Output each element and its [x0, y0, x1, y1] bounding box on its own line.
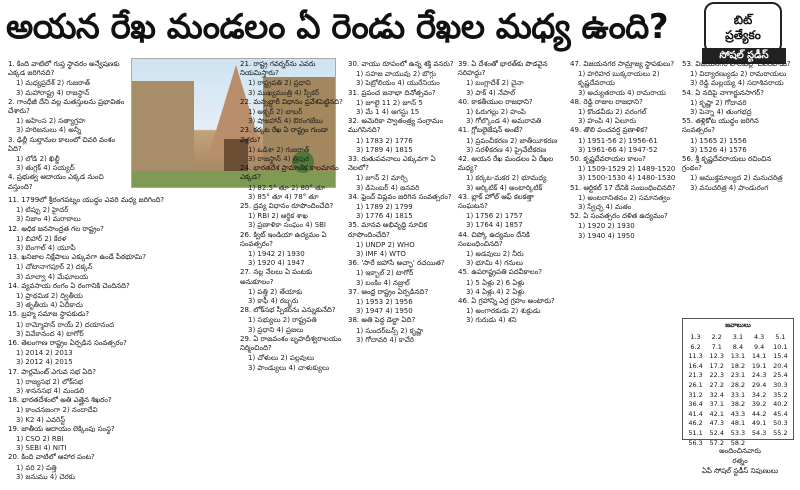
- answer-cell: 20.4: [773, 361, 788, 370]
- question-options: 3) 1500-1530 4) 1480-1530: [578, 174, 676, 183]
- question-options: 1) 1953 2) 1956: [356, 298, 413, 307]
- question-options: 3) 2012 4) 2015: [16, 358, 73, 367]
- question-options: 1) బంగ్లాదేశ్ 2) చైనా: [466, 79, 524, 88]
- badge-line2: ప్రత్యేకం: [725, 28, 761, 42]
- question-options: 3) మహారాష్ట్ర 4) రాజస్థాన్: [16, 88, 90, 97]
- answer-cell: 55.2: [773, 428, 788, 437]
- question-column: [348, 60, 454, 488]
- answer-key-table: [685, 333, 791, 448]
- question-options: 3) గోదావరి 4) కావేరి: [356, 335, 415, 344]
- question-options: 3) బంకిం 4) నజ్రుల్: [356, 278, 410, 287]
- answer-cell: 13.1: [730, 352, 746, 361]
- question-text: 2. గాంధీజీ దేని వల్ల మతస్తులను ప్రభావితం చేశారు?: [8, 97, 125, 116]
- question-text: 36. 'సారే జహాసే అచ్ఛా' రచయిత?: [348, 259, 445, 268]
- question-text: 17. పార్లమెంట్ ఎగువ సభ ఏది?: [8, 367, 97, 376]
- answer-cell: 46.2: [688, 419, 703, 428]
- answer-cell: 6.2: [690, 342, 701, 351]
- question-options: 3) 1764 4) 1857: [466, 221, 523, 230]
- question-text: 30. వాయు రూపంలో ఉన్న శక్తి వనరు?: [348, 60, 454, 68]
- question-options: 3) బెంగాల్ 4) యూపీ: [16, 244, 76, 253]
- question-column: [458, 60, 566, 488]
- question-text: 54. ఏ నదిపై నాగార్జునసాగర్?: [682, 88, 764, 97]
- question-text: 4. ప్రభుత్వ ఆదాయం ఎక్కడ నుంచి వస్తుంది?: [8, 173, 104, 191]
- answer-cell: 1.3: [690, 333, 701, 341]
- badge-line1: బిట్: [733, 13, 753, 27]
- question-options: 1) కృష్ణా 2) గోదావరి: [690, 98, 747, 107]
- answer-cell: 7.1: [711, 342, 722, 351]
- question-text: 38. అతి పెద్ద డెల్టా ఏది?: [348, 316, 416, 325]
- question-options: 1) అంగారకుడు 2) శుక్రుడు: [466, 307, 541, 316]
- answer-row: [685, 333, 791, 343]
- author-line2: రత్నం: [732, 457, 748, 465]
- answer-cell: 22.3: [709, 371, 725, 380]
- answer-cell: 37.1: [709, 400, 725, 409]
- question-options: 1) కాంచనజంగా 2) నందాదేవి: [16, 406, 98, 415]
- question-options: 3) పెట్రోలియం 4) యురేనియం: [356, 79, 440, 88]
- question-options: 1) చోళులు 2) పల్లవులు: [248, 354, 315, 363]
- question-options: 1) సభ్యులు 2) రాష్ట్రపతి: [248, 316, 317, 325]
- question-options: 3) 1920 4) 1947: [248, 259, 305, 268]
- question-text: 55. తళ్లికోట యుద్ధం జరిగిన సంవత్సరం?: [682, 117, 759, 135]
- author-line1: అందించినవారు: [719, 447, 761, 455]
- question-options: 1) 1509-1529 2) 1489-1520: [578, 165, 676, 174]
- question-text: 22. మన్సబ్దారీ విధానం ప్రవేశపెట్టినది?: [240, 97, 343, 106]
- answer-cell: 58.2: [730, 438, 746, 447]
- question-text: 50. కృష్ణదేవరాయల కాలం?: [570, 155, 646, 164]
- question-options: 1) 82.5° తూ 2) 80° తూ: [248, 183, 326, 192]
- question-options: 3) వసుచరిత్ర 4) పాండురంగ: [690, 183, 769, 192]
- question-text: 33. రుతుపవనాలు ఎక్కువగా ఏ నెలలో?: [348, 155, 436, 173]
- question-options: 1) కర్కట-మకర 2) భూమధ్య: [466, 174, 547, 183]
- question-text: 1. కింది వాటిలో గుప్త స్థావరం అన్వేషణకు ఎక్కడ జరిగినది?: [8, 60, 120, 78]
- answer-cell: 31.2: [688, 390, 703, 399]
- question-column: [682, 60, 792, 314]
- question-options: 1) అక్బర్ 2) బాబర్: [248, 108, 303, 117]
- question-text: 26. క్విట్ ఇండియా ఉద్యమం ఏ సంవత్సరం?: [240, 230, 327, 248]
- question-options: 3) 1776 4) 1815: [356, 212, 413, 221]
- headline: అయన రేఖ మండలం ఏ రెండు రేఖల మధ్య ఉంది?: [6, 7, 669, 47]
- question-options: 3) కాఫీ 4) రబ్బరు: [248, 297, 299, 306]
- question-options: 1) హరిహర బుక్కరాయలు 2) కృష్ణదేవరాయ: [578, 70, 660, 88]
- answer-cell: 30.3: [773, 380, 788, 389]
- question-options: 3) సరళీకరణ 4) ప్రైవేటీకరణ: [466, 145, 547, 154]
- answer-key-box: [682, 318, 794, 447]
- question-text: 31. ప్రపంచ జనాభా దినోత్సవం?: [348, 88, 436, 97]
- answer-row: [685, 371, 791, 381]
- question-text: 37. ఆంధ్ర రాష్ట్రం ఏర్పడినది?: [348, 287, 429, 296]
- question-options: 1) ఓరుగల్లు 2) హంపి: [466, 108, 526, 117]
- answer-cell: 45.4: [773, 409, 788, 418]
- answer-row: [685, 419, 791, 429]
- answer-cell: 10.1: [773, 342, 788, 351]
- question-options: 1) 1951-56 2) 1956-61: [578, 136, 658, 145]
- question-options: 1) ప్రపంచీకరణ 2) జాతీయీకరణ: [466, 136, 558, 145]
- question-text: 14. వ్యవసాయ రంగం ఏ రంగానికి చెందినది?: [8, 281, 130, 290]
- answer-cell: 25.4: [773, 371, 788, 380]
- question-text: 24. భారతదేశ ప్రామాణిక కాలమానం ఎక్కడ?: [240, 164, 339, 182]
- question-text: 11. 1799లో శ్రీరంగపట్నం యుద్ధం ఎవరి మధ్య జరిగింది?: [8, 196, 165, 204]
- answer-cell: 15.4: [773, 352, 788, 361]
- answer-cell: 5.1: [775, 333, 786, 341]
- answer-cell: 50.3: [773, 419, 788, 428]
- answer-cell: 51.1: [688, 428, 703, 437]
- answer-cell: 42.1: [709, 409, 725, 418]
- question-text: 28. లోక్‌సభ స్పీకర్‌ను ఎన్నుకునేది?: [240, 306, 336, 315]
- answer-cell: 9.4: [753, 342, 765, 351]
- question-text: 35. మానవ అభివృద్ధి సూచిక రూపొందించేది?: [348, 221, 428, 239]
- answer-cell: 49.1: [751, 419, 767, 428]
- question-options: 3) తుగ్లక్ 4) సయ్యద్: [16, 164, 75, 173]
- question-options: 1) సుందర్‌బన్స్ 2) కృష్ణా: [356, 326, 424, 335]
- answer-cell: 16.4: [688, 361, 703, 370]
- section-badge: [690, 2, 796, 66]
- answer-cell: 28.2: [730, 380, 746, 389]
- answer-row: [685, 410, 791, 420]
- answer-cell: 40.2: [773, 400, 788, 409]
- question-text: 12. అధిక జనసాంద్రత గల రాష్ట్రం?: [8, 224, 104, 233]
- answer-row: [685, 429, 791, 439]
- question-options: 3) పెన్నా 4) తుంగభద్ర: [690, 108, 752, 117]
- question-text: 16. తెలంగాణ రాష్ట్రం ఏర్పడిన సంవత్సరం?: [8, 339, 127, 348]
- question-options: 3) ప్రధాని 4) ప్రజలు: [248, 325, 304, 334]
- question-options: 3) జనుము 4) చెరకు: [16, 472, 75, 481]
- answer-cell: 11.3: [688, 352, 703, 361]
- question-options: 3) 1526 4) 1576: [690, 145, 747, 154]
- question-options: 1) టిప్పు 2) హైదర్: [16, 206, 69, 215]
- question-options: 1) అంటరానితనం 2) సమానత్వం: [578, 193, 671, 202]
- question-options: 3) హరిజనులు 4) అన్నీ: [16, 126, 82, 135]
- question-options: 3) 1940 4) 1950: [578, 231, 635, 240]
- question-options: 1) 1942 2) 1930: [248, 250, 305, 259]
- question-options: 1) 1783 2) 1776: [356, 136, 413, 145]
- answer-cell: 4.3: [753, 333, 765, 341]
- question-options: 3) డిసెంబర్ 4) జనవరి: [356, 183, 420, 192]
- answer-row: [685, 352, 791, 362]
- question-text: 32. అమెరికా స్వాతంత్ర్య సంగ్రామం ముగిసినది?: [348, 117, 443, 135]
- question-text: 21. రాష్ట్ర గవర్నర్‌ను ఎవరు నియమిస్తారు?: [240, 60, 316, 78]
- question-options: 1) రాష్ట్రపతి 2) ప్రధాని: [248, 79, 311, 88]
- question-options: 3) 1789 4) 1815: [356, 145, 413, 154]
- question-options: 3) 1947 4) 1950: [356, 307, 413, 316]
- answer-cell: 36.4: [688, 400, 703, 409]
- answer-row: [685, 362, 791, 372]
- question-options: 1) రామ్మోహన్ రాయ్ 2) దయానంద: [16, 320, 115, 329]
- answer-cell: 54.3: [751, 428, 767, 437]
- question-options: 3) 1961-66 4) 1947-52: [578, 145, 658, 154]
- question-text: 43. బ్లాక్ హోల్ ఆఫ్ కలకత్తా సంఘటన?: [458, 192, 534, 211]
- question-text: 23. కర్కట రేఖ ఏ రాష్ట్రం గుండా వెళ్లదు?: [240, 126, 329, 144]
- question-options: 1) 1789 2) 1799: [356, 203, 413, 212]
- question-options: 3) హంపి 4) ఏలూరు: [578, 117, 636, 126]
- question-options: 3) మాల్వా 4) మేఘాలయ: [16, 272, 89, 281]
- answer-cell: 43.3: [730, 409, 746, 418]
- question-options: 3) షాజహాన్ 4) ఔరంగజేబు: [248, 117, 323, 126]
- answer-cell: 57.2: [709, 438, 725, 447]
- question-options: 3) శాసనసభ 4) మండలి: [16, 387, 85, 396]
- question-column: [570, 60, 678, 488]
- question-options: 1) ప్రాథమిక 2) ద్వితీయ: [16, 292, 83, 301]
- question-text: 42. అయన రేఖ మండలం ఏ రేఖల మధ్య?: [458, 155, 554, 173]
- question-text: 48. రెడ్డి రాజుల రాజధాని?: [570, 97, 643, 106]
- answer-cell: 26.1: [688, 380, 703, 389]
- answer-row: [685, 400, 791, 410]
- question-options: 3) భూమి 4) గనులు: [466, 259, 523, 268]
- answer-cell: 24.3: [751, 371, 767, 380]
- question-text: 41. గ్లోబలైజేషన్ అంటే?: [458, 126, 523, 135]
- question-options: 1) అడవులు 2) నీరు: [466, 250, 524, 259]
- answer-cell: 27.2: [709, 380, 725, 389]
- question-options: 1) RBI 2) ఆర్థిక శాఖ: [248, 212, 308, 221]
- question-column: [240, 60, 344, 488]
- answer-cell: 32.4: [709, 390, 725, 399]
- answer-cell: 19.1: [751, 361, 767, 370]
- question-options: 3) ప్రణాళికా సంఘం 4) SBI: [248, 221, 327, 230]
- answer-cell: 3.1: [732, 333, 744, 341]
- badge-box: [704, 2, 782, 54]
- answer-cell: 23.1: [730, 371, 746, 380]
- question-options: 1) సహజ వాయువు 2) బొగ్గు: [356, 70, 436, 79]
- answer-cell: 33.1: [730, 390, 746, 399]
- question-options: 3) అచ్యుతరాయ 4) రామరాయ: [578, 88, 666, 97]
- question-options: 1) ఇక్బాల్ 2) టాగోర్: [356, 269, 414, 278]
- question-options: 3) నిజాం 4) మరాఠాలు: [16, 215, 81, 224]
- question-options: 3) వివేకానంద 4) టాగోర్: [16, 329, 84, 338]
- question-options: 1) CSO 2) RBI: [16, 435, 64, 444]
- answer-cell: 56.3: [688, 438, 703, 447]
- question-text: 46. ఏ గ్రహాన్ని ఎర్ర గ్రహం అంటారు?: [458, 297, 555, 306]
- question-text: 25. ద్రవ్య విధానం రూపొందించేది?: [240, 202, 334, 211]
- question-options: 1) జూన్ 2) మార్చి: [356, 174, 408, 183]
- question-text: 53. విజయనగర పాలకుల్లో చివరివాడు?: [682, 60, 791, 68]
- question-options: 1) కొండవీడు 2) వరంగల్: [578, 108, 647, 117]
- question-options: 1) 1565 2) 1556: [690, 136, 747, 145]
- question-options: 1) ఆముక్తమాల్యద 2) మనుచరిత్ర: [690, 174, 783, 183]
- answer-cell: 18.2: [730, 361, 746, 370]
- answer-cell: 39.2: [751, 400, 767, 409]
- question-options: 3) IMF 4) WTO: [356, 250, 406, 259]
- question-options: 3) పాక్ 4) నేపాల్: [466, 88, 516, 97]
- question-text: 52. ఏ సంవత్సరం దళిత ఉద్యమం?: [570, 212, 668, 221]
- question-text: 3. ఢిల్లీ సుల్తానుల కాలంలో చివరి వంశం ఏది?: [8, 135, 116, 153]
- question-options: 1) చోటానాగపూర్ 2) దక్కన్: [16, 263, 93, 272]
- question-options: 1) పత్తి 2) తేయాకు: [248, 287, 303, 296]
- question-options: 1) వరి 2) పత్తి: [16, 463, 57, 472]
- answer-cell: 44.2: [751, 409, 767, 418]
- question-options: [8, 193, 128, 194]
- answer-cell: 29.4: [751, 380, 767, 389]
- question-options: 3) ఆర్కిటిక్ 4) అంటార్కిటిక్: [466, 183, 543, 192]
- question-options: 1) మధ్యప్రదేశ్ 2) గుజరాత్: [16, 79, 90, 88]
- question-text: 20. కింది వాటిలో ఆహార పంట?: [8, 453, 95, 462]
- answer-cell: 34.2: [751, 390, 767, 399]
- question-options: 1) లోడి 2) ఖిల్జీ: [16, 155, 60, 164]
- answer-row: [685, 381, 791, 391]
- question-options: 1) జూలై 11 2) జూన్ 5: [356, 98, 423, 107]
- question-text: 13. ఖనిజాల నిక్షేపాలు ఎక్కువగా ఉండే పీఠభూమి?: [8, 253, 146, 262]
- question-options: 1) UNDP 2) WHO: [356, 240, 415, 249]
- answer-cell: 47.3: [709, 419, 725, 428]
- question-options: 3) SEBI 4) NITI: [16, 444, 67, 453]
- question-text: 15. బ్రహ్మ సమాజ స్థాపకుడు?: [8, 310, 90, 319]
- answer-cell: 53.3: [730, 428, 746, 437]
- question-options: 3) పాండ్యులు 4) చాళుక్యులు: [248, 363, 330, 372]
- question-column: [8, 60, 128, 194]
- question-column: [8, 196, 232, 486]
- question-options: 3) మే 1 4) ఆగస్టు 15: [356, 108, 420, 117]
- question-text: 44. చిప్కో ఉద్యమం దేనికి సంబంధించినది?: [458, 230, 530, 248]
- question-options: 3) 85° తూ 4) 78° తూ: [248, 192, 319, 201]
- question-text: 51. ఆర్టికల్ 17 దేనికి సంబంధించినది?: [570, 183, 676, 192]
- answer-key-title: జవాబులు: [725, 321, 751, 329]
- question-text: 39. ఏ దేశంతో భారత్‌కు పొడవైన సరిహద్దు?: [458, 60, 548, 78]
- answer-row: [685, 391, 791, 401]
- question-options: 3) K2 4) ఎవరెస్ట్: [16, 415, 66, 424]
- answer-cell: 14.1: [751, 352, 767, 361]
- question-options: 3) స్వేచ్ఛ 4) మతం: [578, 203, 632, 212]
- question-options: 3) ముఖ్యమంత్రి 4) స్పీకర్: [248, 88, 319, 97]
- question-options: 3) రాజస్థాన్ 4) త్రిపుర: [248, 155, 310, 164]
- answer-cell: 52.4: [709, 428, 725, 437]
- answer-cell: 38.2: [730, 400, 746, 409]
- question-text: 49. తొలి పంచవర్ష ప్రణాళిక?: [570, 126, 648, 135]
- answer-cell: 17.2: [709, 361, 725, 370]
- question-text: 18. భారతదేశంలో అతి ఎత్తైన శిఖరం?: [8, 396, 112, 405]
- question-options: 1) అహింస 2) సత్యాగ్రహ: [16, 117, 86, 126]
- question-options: 3) 4 ఏళ్లు 4) 2 ఏళ్లు: [466, 287, 525, 296]
- photo-wall-left: [132, 81, 194, 171]
- question-options: 3) రెడ్డి మల్లయ్య 4) సదాశివరాయ: [690, 79, 784, 88]
- question-text: 45. ఉపరాష్ట్రపతి పదవీకాలం?: [458, 268, 542, 277]
- answer-row: [685, 343, 791, 353]
- question-options: 3) తృతీయ 4) ఏదీకాదు: [16, 301, 83, 310]
- question-text: 29. ఏ రాజవంశం బృహదీశ్వరాలయం నిర్మించింది?: [240, 334, 342, 353]
- author-credit: [690, 446, 790, 486]
- answer-cell: 35.2: [773, 390, 788, 399]
- question-text: 56. శ్రీ కృష్ణదేవరాయలు రచించిన గ్రంథం?: [682, 155, 772, 173]
- author-line3: ఏపీ సోషల్ స్టడీస్ నిపుణులు: [701, 467, 779, 475]
- question-text: 34. ఫ్రెంచ్ విప్లవం జరిగిన సంవత్సరం?: [348, 192, 452, 201]
- answer-cell: 8.4: [732, 342, 744, 351]
- question-options: 1) విద్యారణ్యుడు 2) రామరాయలు: [690, 70, 787, 79]
- question-options: 1) బిహార్ 2) కేరళ: [16, 234, 67, 243]
- question-options: 1) రాజ్యసభ 2) లోక్‌సభ: [16, 377, 84, 386]
- question-text: 19. జాతీయ ఆదాయం లెక్కింపు సంస్థ?: [8, 424, 115, 433]
- question-options: 1) 5 ఏళ్లు 2) 6 ఏళ్లు: [466, 278, 525, 287]
- question-text: 47. విజయనగర సామ్రాజ్య స్థాపకులు?: [570, 60, 675, 68]
- question-text: 40. కాకతీయుల రాజధాని?: [458, 97, 533, 106]
- question-options: 3) గోల్కొండ 4) అమరావతి: [466, 117, 542, 126]
- answer-cell: 21.3: [688, 371, 703, 380]
- answer-cell: 12.3: [709, 352, 725, 361]
- answer-cell: 41.4: [688, 409, 703, 418]
- question-options: 1) ఒడిశా 2) గుజరాత్: [248, 145, 310, 154]
- answer-cell: 48.1: [730, 419, 746, 428]
- question-text: 27. నల్ల నేలలు ఏ పంటకు అనుకూలం?: [240, 268, 313, 286]
- question-options: 3) గురుడు 4) శని: [466, 316, 517, 325]
- question-options: 1) 1920 2) 1930: [578, 222, 635, 231]
- answer-cell: 2.2: [711, 333, 722, 341]
- badge-strip: సోషల్ స్టడీస్: [702, 48, 786, 64]
- question-options: 1) 2014 2) 2013: [16, 349, 73, 358]
- question-options: 1) 1756 2) 1757: [466, 212, 523, 221]
